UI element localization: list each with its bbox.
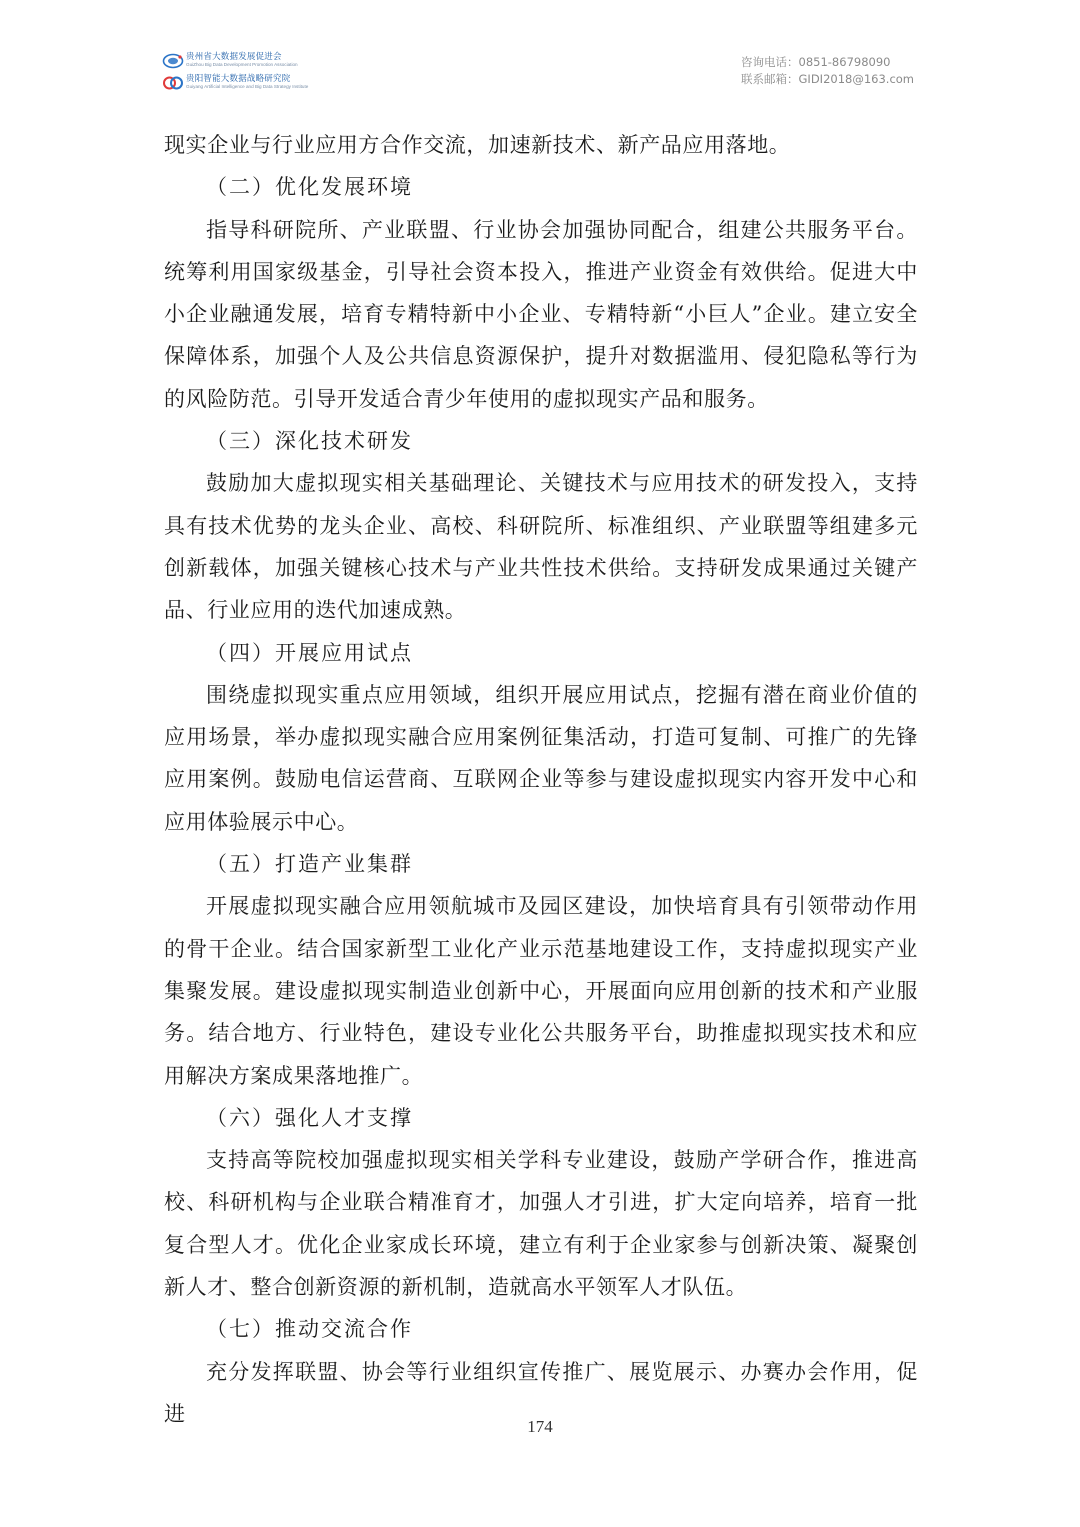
org1-name — [186, 52, 302, 70]
section-paragraph: 围绕虚拟现实重点应用领域，组织开展应用试点，挖掘有潜在商业价值的应用场景，举办虚拟现实融合应用案例征集活动，打造可复制、可推广的先锋应用案例。鼓励电信运营商、互联网企业等参与建设虚拟现实内容开发中心和应用体验展示中心。 — [164, 682, 918, 834]
org2-name-en: Guiyang Artificial Intelligence and Big Data Strategy Institute — [186, 84, 309, 89]
section-heading: （三）深化技术研发 — [206, 429, 413, 454]
section-paragraph: 开展虚拟现实融合应用领航城市及园区建设，加快培育具有引领带动作用的骨干企业。结合国家新型工业化产业示范基地建设工作，支持虚拟现实产业集聚发展。建设虚拟现实制造业创新中心，开展面向应用创新的技术和产业服务。结合地方、行业特色，建设专业化公共服务平台，助推虚拟现实技术和应用解决方案成果落地推广。 — [164, 894, 918, 1088]
document-body — [164, 124, 918, 1435]
strategy-institute-logo-icon — [162, 75, 184, 91]
section-heading: （七）推动交流合作 — [206, 1317, 413, 1342]
section-heading: （四）开展应用试点 — [206, 640, 413, 665]
org2-name-cn: 贵阳智能大数据战略研究院 — [186, 74, 291, 84]
page-header — [0, 0, 1080, 100]
contact-phone-line — [741, 54, 914, 71]
org2-logo-row — [162, 74, 309, 92]
header-logos — [162, 52, 309, 94]
section-heading: （六）强化人才支撑 — [206, 1105, 413, 1130]
section-heading: （二）优化发展环境 — [206, 175, 413, 200]
phone-label: 咨询电话： — [741, 55, 799, 69]
page-number: 174 — [527, 1417, 553, 1436]
section-paragraph: 鼓励加大虚拟现实相关基础理论、关键技术与应用技术的研发投入，支持具有技术优势的龙头企业、高校、科研院所、标准组织、产业联盟等组建多元创新载体，加强关键核心技术与产业共性技术供给。支持研发成果通过关键产品、行业应用的迭代加速成熟。 — [164, 471, 918, 623]
opening-paragraph: 现实企业与行业应用方合作交流，加速新技术、新产品应用落地。 — [164, 133, 791, 157]
phone-number: 0851-86798090 — [798, 55, 891, 69]
email-label: 联系邮箱： — [741, 72, 799, 86]
contact-info — [741, 54, 914, 88]
org1-logo-row — [162, 52, 302, 70]
section-paragraph: 指导科研院所、产业联盟、行业协会加强协同配合，组建公共服务平台。统筹利用国家级基金，引导社会资本投入，推进产业资金有效供给。促进大中小企业融通发展，培育专精特新中小企业、专精特新“小巨人”企业。建立安全保障体系，加强个人及公共信息资源保护，提升对数据滥用、侵犯隐私等行为的风险防范。引导开发适合青少年使用的虚拟现实产品和服务。 — [164, 217, 918, 411]
email-address: GIDI2018@163.com — [798, 72, 914, 86]
big-data-association-logo-icon — [162, 53, 184, 69]
org1-name-cn: 贵州省大数据发展促进会 — [186, 52, 282, 62]
org2-name — [186, 74, 309, 92]
org1-name-en: GuiZhou Big Data Development Promotion Association — [186, 62, 298, 67]
section-heading: （五）打造产业集群 — [206, 852, 413, 877]
section-paragraph: 支持高等院校加强虚拟现实相关学科专业建设，鼓励产学研合作，推进高校、科研机构与企业联合精准育才，加强人才引进，扩大定向培养，培育一批复合型人才。优化企业家成长环境，建立有利于企业家参与创新决策、凝聚创新人才、整合创新资源的新机制，造就高水平领军人才队伍。 — [164, 1148, 918, 1300]
contact-email-line — [741, 71, 914, 88]
section-paragraph: 充分发挥联盟、协会等行业组织宣传推广、展览展示、办赛办会作用，促进 — [164, 1359, 918, 1426]
